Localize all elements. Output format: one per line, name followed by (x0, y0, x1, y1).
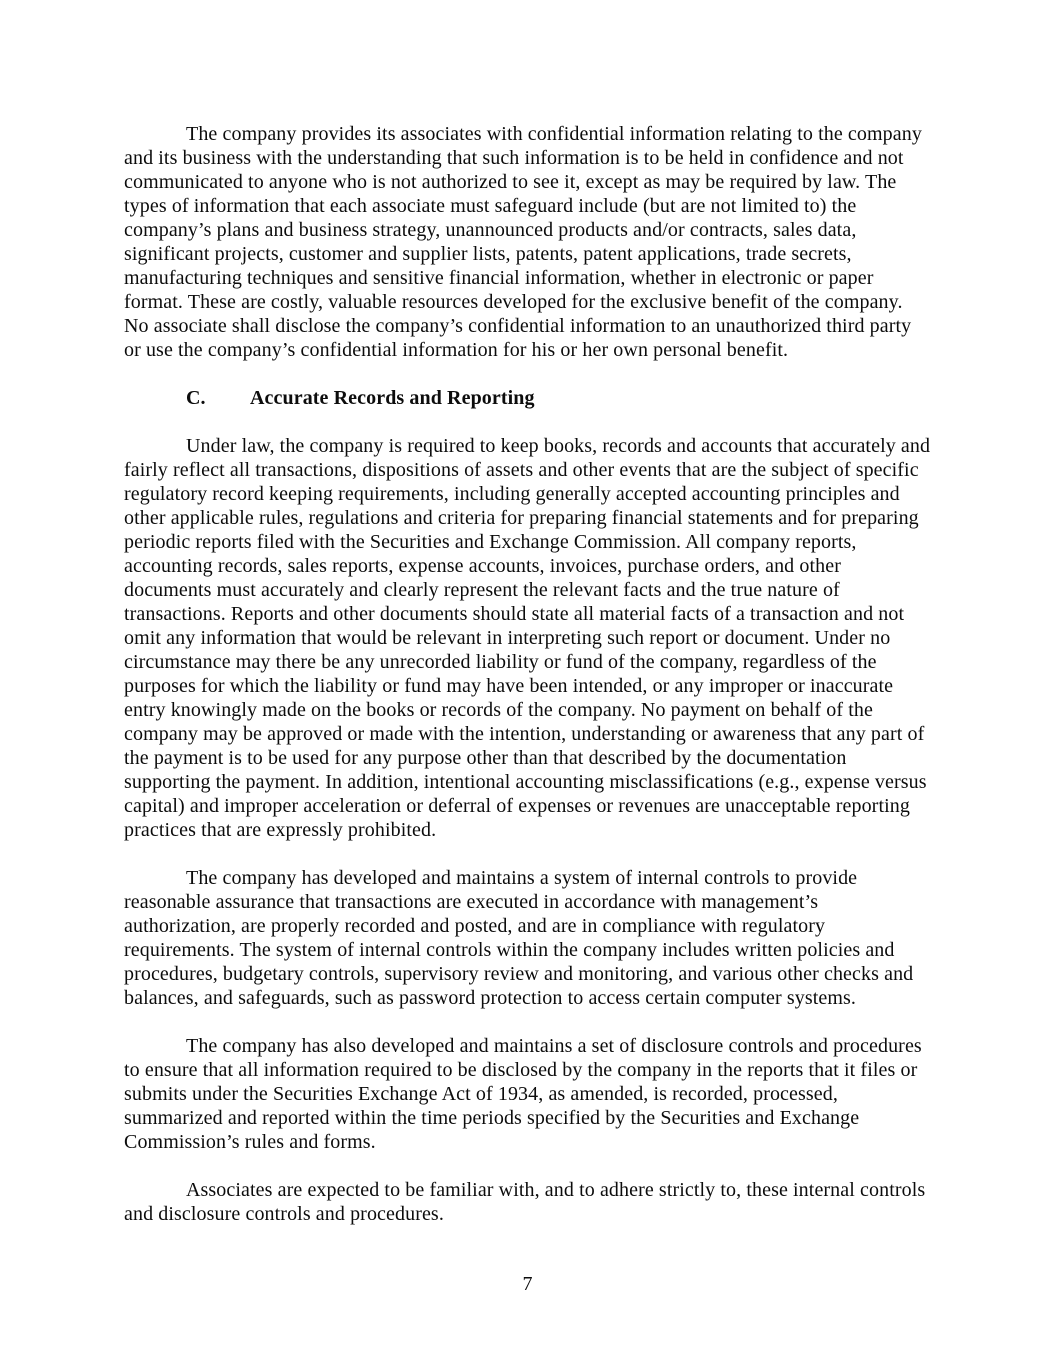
section-heading-accurate-records (124, 386, 931, 410)
document-body (124, 122, 931, 1226)
paragraph-disclosure-controls: The company has also developed and maintains a set of disclosure controls and procedures to ensure that all information required to be disclosed by the company in the reports that it files or submits under the Securities Exchange Act of 1934, as amended, is recorded, processed, summarized and reported within the time periods specified by the Securities and Exchange Commission’s rules and forms. (124, 1035, 922, 1153)
paragraph-associates-adherence: Associates are expected to be familiar with, and to adhere strictly to, these internal controls and disclosure controls and procedures. (124, 1179, 926, 1225)
paragraph-internal-controls: The company has developed and maintains a system of internal controls to provide reasonable assurance that transactions are executed in accordance with management’s authorization, are properly recorded and posted, and are in compliance with regulatory requirements. The system of internal controls within the company includes written policies and procedures, budgetary controls, supervisory review and monitoring, and various other checks and balances, and safeguards, such as password protection to access certain computer systems. (124, 867, 914, 1009)
section-title: Accurate Records and Reporting (250, 387, 535, 409)
section-label: C. (186, 387, 206, 409)
paragraph-books-and-records: Under law, the company is required to keep books, records and accounts that accurately and fairly reflect all transactions, dispositions of assets and other events that are the subject of specific regulatory record keeping requirements, including generally accepted accounting principles and other applicable rules, regulations and criteria for preparing financial statements and for preparing periodic reports filed with the Securities and Exchange Commission. All company reports, accounting records, sales reports, expense accounts, invoices, purchase orders, and other documents must accurately and clearly represent the relevant facts and the true nature of transactions. Reports and other documents should state all material facts of a transaction and not omit any information that would be relevant in interpreting such report or document. Under no circumstance may there be any unrecorded liability or fund of the company, regardless of the purposes for which the liability or fund may have been intended, or any improper or inaccurate entry knowingly made on the books or records of the company. No payment on behalf of the company may be approved or made with the intention, understanding or awareness that any part of the payment is to be used for any purpose other than that described by the documentation supporting the payment. In addition, intentional accounting misclassifications (e.g., expense versus capital) and improper acceleration or deferral of expenses or revenues are unacceptable reporting practices that are expressly prohibited. (124, 435, 931, 841)
paragraph-confidential-information: The company provides its associates with confidential information relating to the company and its business with the understanding that such information is to be held in confidence and not communicated to anyone who is not authorized to see it, except as may be required by law. The types of information that each associate must safeguard include (but are not limited to) the company’s plans and business strategy, unannounced products and/or contracts, sales data, significant projects, customer and supplier lists, patents, patent applications, trade secrets, manufacturing techniques and sensitive financial information, whether in electronic or paper format. These are costly, valuable resources developed for the exclusive benefit of the company. No associate shall disclose the company’s confidential information to an unauthorized third party or use the company’s confidential information for his or her own personal benefit. (124, 123, 922, 361)
page-number: 7 (522, 1273, 533, 1295)
